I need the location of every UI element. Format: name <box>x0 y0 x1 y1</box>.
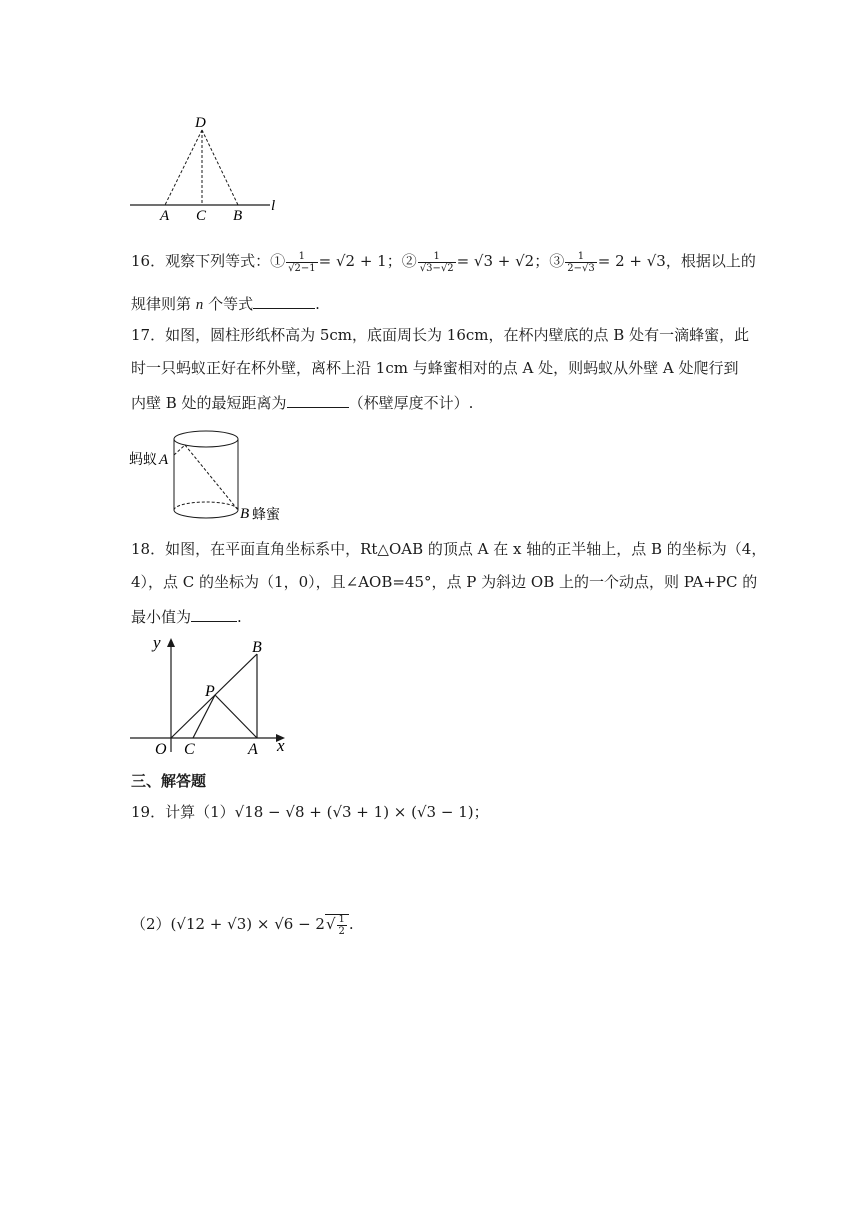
q16-intro: 观察下列等式： <box>165 252 271 270</box>
y-axis-arrow <box>167 638 175 647</box>
path-rim-to-b <box>185 445 238 510</box>
figure-coordinate-plane <box>125 630 300 758</box>
circle-2: ② <box>401 252 417 270</box>
label-l: l <box>271 198 276 214</box>
q19-part2-expression: （2）(√12 + √3) × √6 − 2 <box>131 915 325 933</box>
radical-fraction: √ $\frac{1}{2}$ <box>325 914 349 933</box>
label-b: B <box>252 639 262 656</box>
figure-triangle-dab <box>125 110 285 225</box>
cylinder-bottom-back <box>174 502 238 510</box>
label-o: O <box>155 741 167 758</box>
label-honey: 蜂蜜 <box>252 507 280 523</box>
q19-line1: 19．计算（1）√18 − √8 + (√3 + 1) × (√3 − 1)； <box>131 803 489 821</box>
q17-answer-blank[interactable] <box>287 391 349 408</box>
label-a: A <box>248 741 258 758</box>
label-d: D <box>195 115 206 131</box>
segment-pc <box>193 695 215 738</box>
fraction-2: $\frac{1}{√3-√2}$ <box>419 250 454 274</box>
q18-period: . <box>237 608 242 626</box>
q18-question-text: 最小值为 <box>131 608 192 626</box>
q18-line3 <box>131 605 242 628</box>
circle-1: ① <box>270 252 286 270</box>
circle-3: ③ <box>549 252 565 270</box>
q16-rule-text-2: 个等式 <box>208 295 254 313</box>
label-a: A <box>160 208 170 224</box>
label-x: x <box>277 736 285 755</box>
q17-note: （杯壁厚度不计）. <box>348 394 474 412</box>
cylinder-top <box>174 431 238 447</box>
q16-line1 <box>131 250 756 274</box>
label-b: B <box>233 208 243 224</box>
figure-cylinder <box>125 425 295 530</box>
segment-pa <box>215 695 257 738</box>
label-c: C <box>196 208 207 224</box>
q18-answer-blank[interactable] <box>191 605 237 622</box>
label-b: B <box>240 506 250 522</box>
q16-answer-blank[interactable] <box>253 292 315 309</box>
q17-line3 <box>131 391 473 414</box>
equation-3-rhs: = 2 + √3，根据以上的 <box>597 252 756 270</box>
segment-da <box>165 130 202 205</box>
q16-line2 <box>131 292 320 316</box>
q16-period: . <box>315 295 320 313</box>
fraction-3: $\frac{1}{2-√3}$ <box>567 250 595 274</box>
q16-rule-text: 规律则第 <box>131 295 192 313</box>
q17-question-text: 内壁 B 处的最短距离为 <box>131 394 287 412</box>
equation-2-rhs: = √3 + √2； <box>456 252 550 270</box>
q16-variable-n: n <box>195 297 204 313</box>
equation-1-rhs: = √2 + 1； <box>318 252 402 270</box>
q18-line1: 18．如图，在平面直角坐标系中，Rt△OAB 的顶点 A 在 x 轴的正半轴上，点 B 的坐标为（4， <box>131 540 767 558</box>
label-c: C <box>184 741 195 758</box>
q19-period: . <box>348 915 354 933</box>
segment-db <box>202 130 238 205</box>
q17-line2: 时一只蚂蚁正好在杯外壁，离杯上沿 1cm 与蜂蜜相对的点 A 处，则蚂蚁从外壁 A 处爬行到 <box>131 359 739 377</box>
cylinder-bottom-front <box>174 510 238 518</box>
label-ant: 蚂蚁 <box>129 452 157 468</box>
section-title: 三、解答题 <box>131 772 207 790</box>
q17-line1: 17．如图，圆柱形纸杯高为 5cm，底面周长为 16cm，在杯内壁底的点 B 处有一滴蜂蜜，此 <box>131 326 750 344</box>
label-y: y <box>153 633 161 652</box>
q18-line2: 4），点 C 的坐标为（1，0），且∠AOB=45°，点 P 为斜边 OB 上的一个动点，则 PA+PC 的 <box>131 573 758 591</box>
label-p: P <box>205 683 215 700</box>
q16-number: 16． <box>131 252 166 270</box>
fraction-1: $\frac{1}{√2-1}$ <box>288 250 316 274</box>
path-a-to-rim <box>174 445 185 455</box>
label-a: A <box>159 452 169 468</box>
q19-part2 <box>131 913 354 937</box>
